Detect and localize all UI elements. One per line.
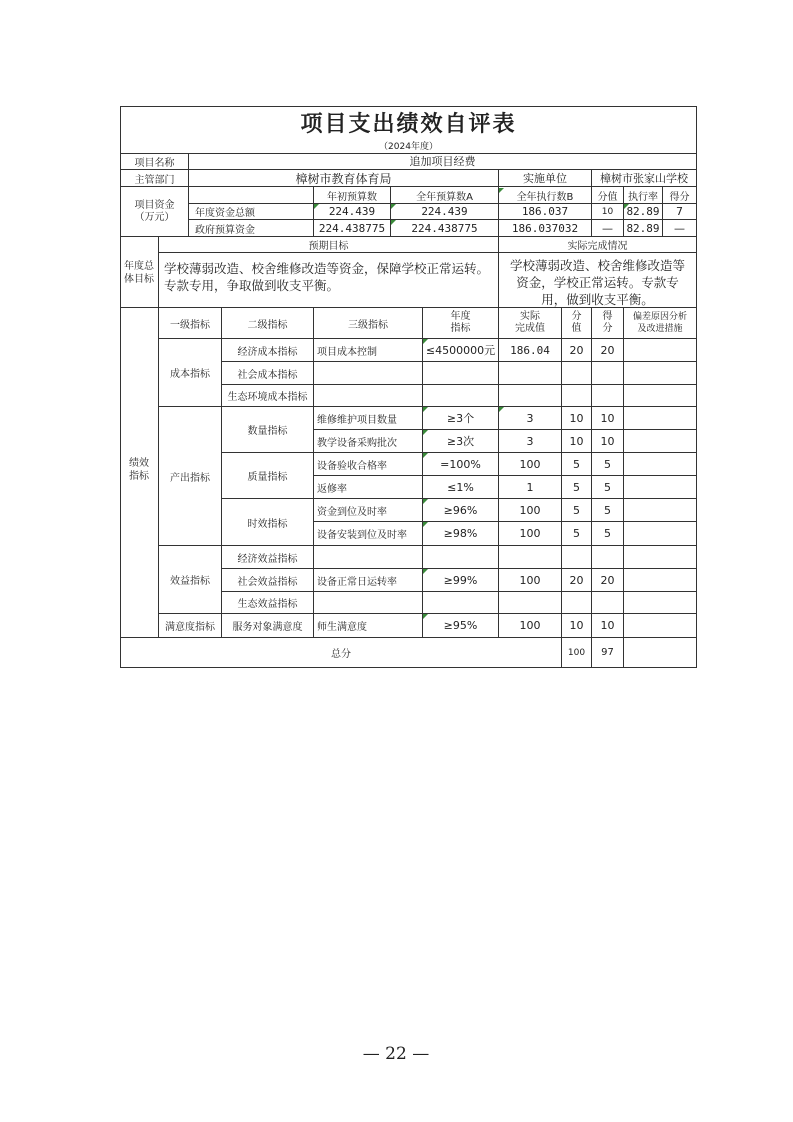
indicator-l3: 设备验收合格率 [317, 460, 387, 472]
indicator-l3: 返修率 [317, 483, 347, 495]
indicator-score: 5 [573, 503, 580, 517]
indicator-l3: 项目成本控制 [317, 346, 377, 358]
indicator-get: 20 [600, 573, 615, 587]
indicator-l3: 设备安装到位及时率 [317, 530, 407, 541]
indicator-score: 5 [573, 457, 580, 471]
funds-col-rate: 执行率 [628, 192, 658, 203]
indicator-get: 5 [604, 503, 611, 517]
sub-social-benefit: 社会效益指标 [237, 576, 298, 588]
indicator-get: 10 [600, 411, 615, 425]
funds-rate: 82.89 [626, 205, 660, 218]
col-get: 得 分 [602, 311, 613, 334]
page-number: — 22 — [362, 1044, 430, 1064]
total-score: 100 [567, 647, 586, 658]
indicator-score: 10 [569, 411, 584, 425]
actual-goal-text: 学校薄弱改造、校舍维修改造等资金，学校正常运转。专款专用，做到收支平衡。 [509, 258, 685, 307]
col-l1: 一级指标 [170, 319, 210, 331]
col-reason: 偏差原因分析 及改进措施 [632, 312, 687, 334]
sub-eco-benefit: 生态效益指标 [237, 599, 298, 610]
indicator-score: 20 [569, 573, 584, 587]
indicator-actual: 100 [519, 457, 541, 471]
col-score: 分 值 [571, 311, 582, 334]
group-output: 产出指标 [170, 472, 210, 484]
sub-social-cost: 社会成本指标 [237, 369, 298, 381]
col-target: 年度 指标 [450, 311, 471, 334]
funds-col-get: 得分 [669, 192, 690, 203]
funds-col-full: 全年预算数A [416, 192, 473, 203]
funds-score: — [602, 221, 613, 235]
expected-goal-text: 学校薄弱改造、校舍维修改造等资金，保障学校正常运转。专款专用，争取做到收支平衡。 [164, 261, 490, 293]
col-l2: 二级指标 [247, 319, 288, 331]
indicator-get: 20 [600, 343, 615, 357]
indicator-get: 5 [604, 480, 611, 494]
indicator-actual: 3 [526, 434, 534, 448]
goals-label: 年度总体目标 [124, 261, 154, 285]
funds-label: 项目资金 （万元） [134, 199, 175, 223]
indicator-actual: 100 [519, 527, 541, 540]
funds-initial: 224.438775 [318, 221, 386, 235]
indicator-score: 20 [569, 343, 584, 357]
indicator-l3: 教学设备采购批次 [317, 437, 397, 449]
group-satisfaction: 满意度指标 [165, 622, 215, 633]
sub-service: 服务对象满意度 [232, 622, 303, 633]
funds-get: 7 [676, 205, 683, 218]
indicator-score: 10 [569, 434, 584, 448]
sub-econ-benefit: 经济效益指标 [237, 553, 298, 565]
indicator-target: ≤1% [447, 480, 474, 494]
expected-label: 预期目标 [308, 241, 349, 252]
sub-econ-cost: 经济成本指标 [237, 346, 298, 358]
sub-timeliness: 时效指标 [247, 518, 288, 530]
indicator-l3: 师生满意度 [317, 622, 367, 633]
indicator-target: ≥3个 [446, 412, 475, 425]
sub-eco-cost: 生态环境成本指标 [227, 392, 308, 403]
indicator-score: 5 [573, 527, 580, 540]
indicator-actual: 186.04 [510, 343, 550, 357]
dept-value: 樟树市教育体育局 [295, 171, 392, 186]
unit-value: 樟树市张家山学校 [600, 172, 688, 185]
indicator-score: 10 [569, 619, 584, 632]
indicator-target: ≥99% [443, 573, 478, 587]
indicator-target: ≥3次 [446, 435, 475, 448]
funds-full: 224.439 [421, 205, 468, 218]
funds-score: 10 [601, 206, 614, 217]
dept-label: 主管部门 [134, 174, 175, 186]
indicator-actual: 100 [519, 573, 541, 587]
funds-exec: 186.037032 [511, 221, 579, 235]
col-actual: 实际 完成值 [515, 311, 545, 334]
funds-get: — [674, 221, 685, 235]
project-name-label: 项目名称 [134, 157, 175, 169]
page-title: 项目支出绩效自评表 [300, 111, 517, 137]
project-name-value: 追加项目经费 [409, 155, 476, 168]
total-label: 总分 [331, 649, 351, 660]
funds-full: 224.438775 [411, 221, 478, 235]
group-benefit: 效益指标 [170, 576, 210, 587]
unit-label: 实施单位 [523, 172, 567, 185]
indicator-get: 10 [600, 434, 615, 448]
funds-col-exec: 全年执行数B [516, 192, 574, 203]
indicators-label: 绩效指标 [129, 458, 149, 482]
sub-quantity: 数量指标 [247, 426, 288, 437]
indicator-target: =100% [440, 457, 481, 471]
funds-row-name: 年度资金总额 [195, 208, 255, 219]
actual-label: 实际完成情况 [567, 241, 628, 252]
indicator-target: ≤4500000元 [425, 344, 496, 357]
indicator-l3: 维修维护项目数量 [317, 414, 397, 426]
indicator-target: ≥96% [443, 503, 478, 517]
indicator-actual: 3 [526, 411, 534, 425]
indicator-actual: 100 [519, 619, 541, 632]
indicator-score: 5 [573, 480, 580, 494]
funds-col-score: 分值 [597, 192, 618, 203]
sub-quality: 质量指标 [247, 472, 288, 483]
funds-exec: 186.037 [521, 205, 569, 218]
indicator-get: 10 [600, 619, 615, 632]
indicator-actual: 1 [526, 480, 534, 494]
funds-rate: 82.89 [626, 221, 660, 235]
indicator-get: 5 [604, 457, 611, 471]
indicator-target: ≥98% [443, 527, 478, 540]
indicator-l3: 设备正常日运转率 [317, 576, 397, 588]
report-year: （2024年度） [379, 141, 438, 152]
funds-row-name: 政府预算资金 [195, 224, 255, 236]
indicator-target: ≥95% [443, 619, 478, 632]
col-l3: 三级指标 [348, 319, 388, 331]
indicator-get: 5 [604, 527, 611, 540]
funds-col-initial: 年初预算数 [327, 192, 377, 203]
funds-initial: 224.439 [328, 205, 376, 218]
indicator-l3: 资金到位及时率 [317, 506, 387, 518]
total-get: 97 [601, 647, 614, 658]
indicator-actual: 100 [519, 503, 541, 517]
group-cost: 成本指标 [170, 369, 210, 380]
